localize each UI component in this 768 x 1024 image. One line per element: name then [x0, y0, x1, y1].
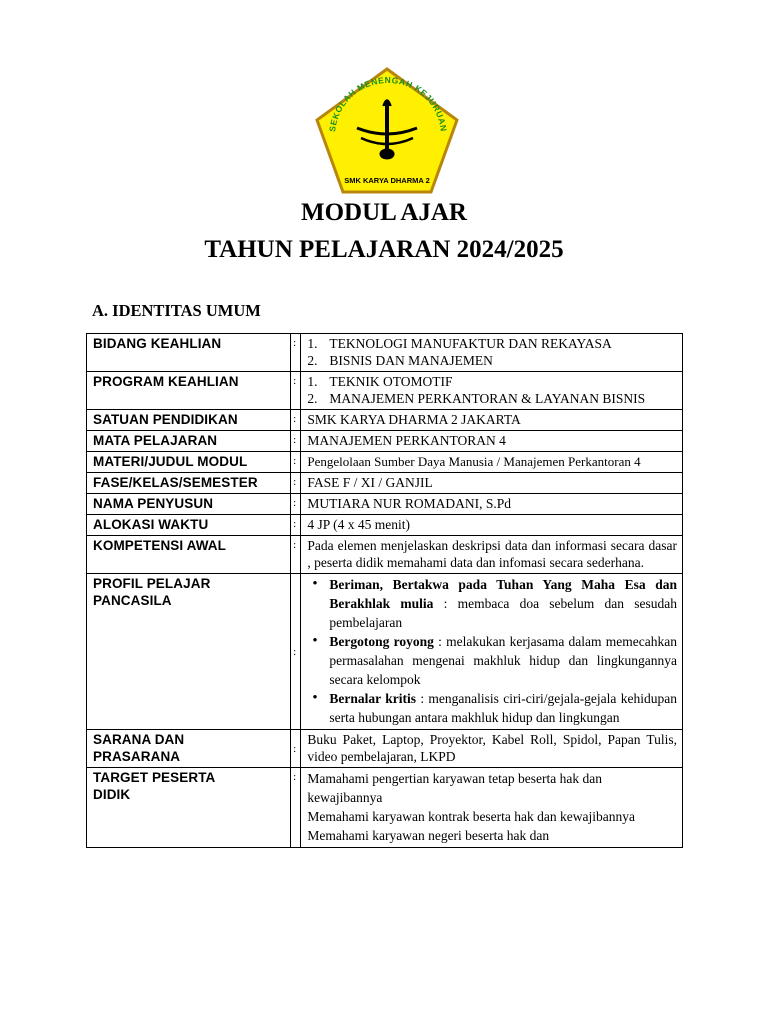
row-label: NAMA PENYUSUN [87, 494, 291, 515]
label-line: PRASARANA [93, 749, 181, 764]
item-desc: : membaca doa sebelum dan sesudah pembelajaran [329, 596, 677, 630]
colon: : [291, 473, 301, 494]
row-value: FASE F / XI / GANJIL [301, 473, 683, 494]
logo-school-name: SMK KARYA DHARMA 2 [344, 176, 430, 185]
row-value [301, 574, 683, 730]
list-item [329, 575, 677, 632]
row-value [301, 768, 683, 848]
list-number: 2. [307, 391, 318, 406]
row-label [87, 768, 291, 848]
colon: : [291, 410, 301, 431]
list-item [329, 689, 677, 727]
target-line: Mamahami pengertian karyawan tetap beserta hak dan kewajibannya [307, 771, 602, 805]
logo-arc-text: SEKOLAH MENENGAH KEJURUAN [327, 75, 449, 133]
identity-table [86, 333, 683, 848]
row-value: MANAJEMEN PERKANTORAN 4 [301, 431, 683, 452]
row-value [301, 372, 683, 410]
colon: : [291, 372, 301, 410]
row-label: MATERI/JUDUL MODUL [87, 452, 291, 473]
row-value: Pengelolaan Sumber Daya Manusia / Manajemen Perkantoran 4 [301, 452, 683, 473]
item-desc: : melakukan kerjasama dalam memecahkan permasalahan mengenai makhluk hidup dan lingkungannya secara kelompok [329, 634, 677, 687]
label-line: SARANA DAN [93, 732, 185, 747]
row-label: FASE/KELAS/SEMESTER [87, 473, 291, 494]
table-row [87, 372, 683, 410]
row-label [87, 730, 291, 768]
row-label: BIDANG KEAHLIAN [87, 334, 291, 372]
table-row [87, 494, 683, 515]
table-row [87, 515, 683, 536]
row-label [87, 574, 291, 730]
colon: : [291, 334, 301, 372]
table-row [87, 452, 683, 473]
table-row [87, 536, 683, 574]
item-title: Bernalar kritis [329, 691, 416, 706]
row-value [301, 334, 683, 372]
colon: : [291, 536, 301, 574]
colon: : [291, 768, 301, 848]
row-value: SMK KARYA DHARMA 2 JAKARTA [301, 410, 683, 431]
row-value: MUTIARA NUR ROMADANI, S.Pd [301, 494, 683, 515]
colon: : [291, 494, 301, 515]
list-item: MANAJEMEN PERKANTORAN & LAYANAN BISNIS [329, 391, 646, 406]
list-item: TEKNOLOGI MANUFAKTUR DAN REKAYASA [329, 336, 612, 351]
target-line: Memahami karyawan kontrak beserta hak dan kewajibannya [307, 809, 635, 824]
list-item: TEKNIK OTOMOTIF [329, 374, 453, 389]
row-value: Pada elemen menjelaskan deskripsi data dan informasi secara dasar , peserta didik memahami data dan infomasi secara sederhana. [301, 536, 683, 574]
list-number: 1. [307, 374, 318, 389]
label-line: DIDIK [93, 787, 131, 802]
colon: : [291, 574, 301, 730]
row-label: MATA PELAJARAN [87, 431, 291, 452]
item-desc: : menganalisis ciri-ciri/gejala-gejala kehidupan serta hubungan antara makhluk hidup dan lingkungan [329, 691, 677, 725]
row-label: KOMPETENSI AWAL [87, 536, 291, 574]
colon: : [291, 730, 301, 768]
school-logo [313, 66, 461, 196]
row-value: Buku Paket, Laptop, Proyektor, Kabel Roll, Spidol, Papan Tulis, video pembelajaran, LKPD [301, 730, 683, 768]
list-number: 1. [307, 336, 318, 351]
item-title: Beriman, Bertakwa pada Tuhan Yang Maha Esa dan Berakhlak mulia [329, 577, 677, 611]
colon: : [291, 452, 301, 473]
document-subtitle: TAHUN PELAJARAN 2024/2025 [204, 236, 564, 263]
colon: : [291, 515, 301, 536]
label-line: PROFIL PELAJAR [93, 576, 211, 591]
target-line: Memahami karyawan negeri beserta hak dan [307, 828, 550, 843]
colon: : [291, 431, 301, 452]
row-label: SATUAN PENDIDIKAN [87, 410, 291, 431]
table-row [87, 431, 683, 452]
row-label: ALOKASI WAKTU [87, 515, 291, 536]
table-row [87, 574, 683, 730]
item-title: Bergotong royong [329, 634, 434, 649]
table-row [87, 730, 683, 768]
row-label: PROGRAM KEAHLIAN [87, 372, 291, 410]
list-item [329, 632, 677, 689]
list-number: 2. [307, 353, 318, 368]
table-row [87, 768, 683, 848]
list-item: BISNIS DAN MANAJEMEN [329, 353, 493, 368]
table-row [87, 473, 683, 494]
profil-list [307, 575, 677, 727]
row-value: 4 JP (4 x 45 menit) [301, 515, 683, 536]
document-title: MODUL AJAR [301, 199, 467, 226]
table-row [87, 410, 683, 431]
table-row [87, 334, 683, 372]
label-line: PANCASILA [93, 593, 172, 608]
section-heading: A. IDENTITAS UMUM [92, 301, 261, 320]
label-line: TARGET PESERTA [93, 770, 216, 785]
